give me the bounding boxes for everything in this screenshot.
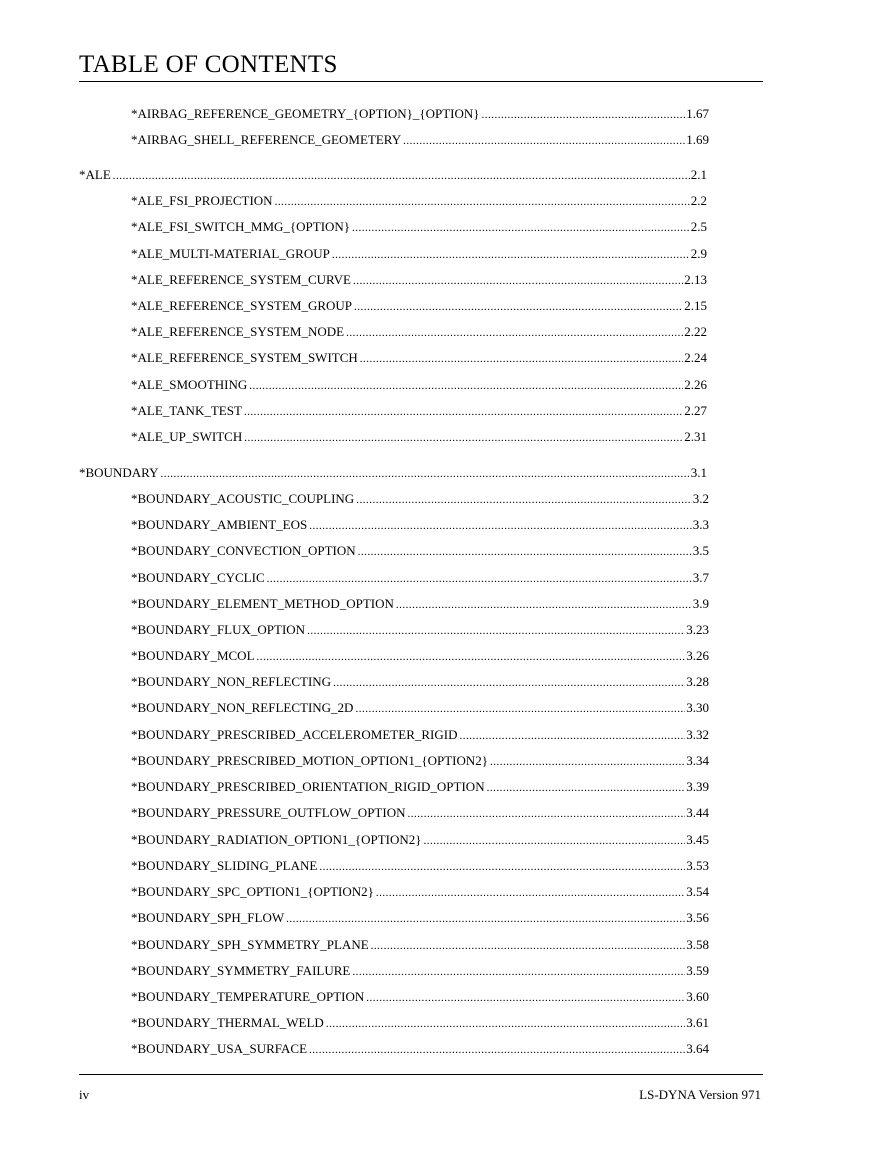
toc-entry[interactable] <box>131 219 707 235</box>
toc-entry[interactable] <box>131 246 707 262</box>
dot-leader <box>319 859 685 875</box>
toc-entry[interactable] <box>131 596 709 612</box>
toc-entry-page: 3.58 <box>686 937 709 952</box>
toc-entry[interactable] <box>131 517 709 533</box>
toc-entry-title: *BOUNDARY_RADIATION_OPTION1_{OPTION2} <box>131 832 422 847</box>
dot-leader <box>257 649 686 665</box>
toc-entry-page: 3.30 <box>686 700 709 715</box>
toc-entry[interactable] <box>131 648 709 664</box>
toc-entry-page: 3.53 <box>686 858 709 873</box>
toc-entry-title: *ALE_REFERENCE_SYSTEM_CURVE <box>131 272 351 287</box>
toc-entry-title: *BOUNDARY_NON_REFLECTING_2D <box>131 700 354 715</box>
toc-entry-title: *BOUNDARY_THERMAL_WELD <box>131 1015 324 1030</box>
toc-entry[interactable] <box>131 491 709 507</box>
dot-leader <box>356 492 692 508</box>
toc-entry[interactable] <box>131 674 709 690</box>
toc-entry-title: *ALE_UP_SWITCH <box>131 429 243 444</box>
toc-entry-page: 3.23 <box>686 622 709 637</box>
dot-leader <box>360 351 683 367</box>
toc-entry-title: *ALE <box>79 167 111 182</box>
toc-entry-title: *BOUNDARY_USA_SURFACE <box>131 1041 308 1056</box>
dot-leader <box>355 701 685 717</box>
dot-leader <box>352 964 685 980</box>
dot-leader <box>249 378 683 394</box>
dot-leader <box>307 623 685 639</box>
toc-entry-title: *BOUNDARY_PRESCRIBED_ACCELEROMETER_RIGID <box>131 727 458 742</box>
page-title: TABLE OF CONTENTS <box>79 51 338 78</box>
toc-entry[interactable] <box>131 193 707 209</box>
footer-page-number: iv <box>79 1087 90 1102</box>
toc-entry-title: *BOUNDARY_PRESCRIBED_MOTION_OPTION1_{OPTION2} <box>131 753 488 768</box>
dot-leader <box>352 220 690 236</box>
toc-entry[interactable] <box>131 570 709 586</box>
toc-entry-page: 2.24 <box>684 350 707 365</box>
dot-leader <box>309 1042 685 1058</box>
toc-entry[interactable] <box>131 350 707 366</box>
toc-entry-page: 2.9 <box>690 246 707 261</box>
toc-entry-title: *BOUNDARY_PRESCRIBED_ORIENTATION_RIGID_OPTION <box>131 779 485 794</box>
dot-leader <box>244 430 683 446</box>
toc-entry-page: 2.31 <box>684 429 707 444</box>
toc-entry-title: *BOUNDARY_AMBIENT_EOS <box>131 517 308 532</box>
toc-entry-page: 3.32 <box>686 727 709 742</box>
dot-leader <box>354 299 683 315</box>
toc-entry-page: 3.45 <box>686 832 709 847</box>
toc-entry-page: 3.44 <box>686 805 709 820</box>
dot-leader <box>403 133 685 149</box>
dot-leader <box>366 990 685 1006</box>
footer-product-version: LS-DYNA Version 971 <box>639 1087 761 1102</box>
dot-leader <box>407 806 685 822</box>
toc-entry-title: *ALE_REFERENCE_SYSTEM_SWITCH <box>131 350 358 365</box>
dot-leader <box>309 518 692 534</box>
toc-entry-title: *ALE_REFERENCE_SYSTEM_NODE <box>131 324 345 339</box>
toc-entry-title: *ALE_TANK_TEST <box>131 403 242 418</box>
toc-entry[interactable] <box>131 132 709 148</box>
toc-entry[interactable] <box>131 106 709 122</box>
toc-entry[interactable] <box>131 910 709 926</box>
dot-leader <box>490 754 685 770</box>
toc-entry[interactable] <box>131 1041 709 1057</box>
toc-entry[interactable] <box>131 753 709 769</box>
toc-entry-title: *BOUNDARY_CONVECTION_OPTION <box>131 543 356 558</box>
toc-entry-title: *BOUNDARY_SYMMETRY_FAILURE <box>131 963 351 978</box>
toc-entry-page: 3.9 <box>692 596 709 611</box>
dot-leader <box>275 194 690 210</box>
toc-entry[interactable] <box>131 989 709 1005</box>
toc-entry[interactable] <box>131 429 707 445</box>
dot-leader <box>333 675 685 691</box>
dot-leader <box>346 325 683 341</box>
dot-leader <box>286 911 685 927</box>
toc-entry-title: *ALE_SMOOTHING <box>131 377 248 392</box>
toc-entry-title: *ALE_FSI_SWITCH_MMG_{OPTION} <box>131 219 351 234</box>
toc-entry[interactable] <box>131 272 707 288</box>
toc-entry[interactable] <box>131 324 707 340</box>
toc-entry[interactable] <box>131 403 707 419</box>
dot-leader <box>358 544 692 560</box>
toc-entry-page: 3.56 <box>686 910 709 925</box>
toc-entry-title: *BOUNDARY_SLIDING_PLANE <box>131 858 318 873</box>
toc-entry-page: 2.22 <box>684 324 707 339</box>
dot-leader <box>371 938 686 954</box>
toc-entry[interactable] <box>131 377 707 393</box>
toc-entry[interactable] <box>131 832 709 848</box>
dot-leader <box>353 273 683 289</box>
dot-leader <box>244 404 683 420</box>
toc-entry-page: 2.1 <box>690 167 707 182</box>
toc-entry[interactable] <box>131 1015 709 1031</box>
toc-entry-page: 3.7 <box>692 570 709 585</box>
dot-leader <box>424 833 686 849</box>
dot-leader <box>482 107 686 123</box>
toc-entry[interactable] <box>131 937 709 953</box>
toc-entry-page: 3.59 <box>686 963 709 978</box>
toc-entry-page: 1.67 <box>686 106 709 121</box>
toc-entry-page: 3.60 <box>686 989 709 1004</box>
toc-entry-page: 2.26 <box>684 377 707 392</box>
toc-entry-page: 3.26 <box>686 648 709 663</box>
toc-entry-title: *BOUNDARY_NON_REFLECTING <box>131 674 332 689</box>
toc-entry-title: *BOUNDARY_CYCLIC <box>131 570 265 585</box>
dot-leader <box>160 466 689 482</box>
toc-entry[interactable] <box>131 543 709 559</box>
toc-entry-title: *ALE_REFERENCE_SYSTEM_GROUP <box>131 298 353 313</box>
toc-entry-page: 3.3 <box>692 517 709 532</box>
toc-entry-page: 3.5 <box>692 543 709 558</box>
toc-entry-page: 3.54 <box>686 884 709 899</box>
toc-entry-title: *BOUNDARY_ELEMENT_METHOD_OPTION <box>131 596 394 611</box>
toc-entry[interactable] <box>131 805 709 821</box>
toc-entry-title: *ALE_FSI_PROJECTION <box>131 193 273 208</box>
toc-entry-page: 2.15 <box>684 298 707 313</box>
toc-entry-page: 2.13 <box>684 272 707 287</box>
dot-leader <box>332 247 690 263</box>
dot-leader <box>459 728 685 744</box>
toc-entry-title: *BOUNDARY_FLUX_OPTION <box>131 622 306 637</box>
toc-entry-page: 3.64 <box>686 1041 709 1056</box>
toc-entry[interactable] <box>131 858 709 874</box>
toc-entry-title: *BOUNDARY_SPC_OPTION1_{OPTION2} <box>131 884 374 899</box>
toc-entry-title: *BOUNDARY_PRESSURE_OUTFLOW_OPTION <box>131 805 406 820</box>
toc-entry-title: *BOUNDARY <box>79 465 159 480</box>
toc-entry-page: 3.2 <box>692 491 709 506</box>
toc-entry-page: 3.61 <box>686 1015 709 1030</box>
toc-entry-title: *BOUNDARY_SPH_FLOW <box>131 910 285 925</box>
toc-entry[interactable] <box>131 779 709 795</box>
toc-entry[interactable] <box>131 700 709 716</box>
dot-leader <box>113 168 690 184</box>
toc-entry-title: *BOUNDARY_ACOUSTIC_COUPLING <box>131 491 355 506</box>
dot-leader <box>396 597 692 613</box>
toc-entry-title: *ALE_MULTI-MATERIAL_GROUP <box>131 246 330 261</box>
toc-entry-title: *AIRBAG_REFERENCE_GEOMETRY_{OPTION}_{OPTION} <box>131 106 480 121</box>
dot-leader <box>326 1016 685 1032</box>
toc-entry-page: 2.2 <box>690 193 707 208</box>
toc-entry[interactable] <box>131 884 709 900</box>
dot-leader <box>487 780 686 796</box>
dot-leader <box>267 571 692 587</box>
toc-section-entry[interactable] <box>79 167 707 183</box>
footer-rule <box>79 1074 763 1075</box>
toc-section-entry[interactable] <box>79 465 707 481</box>
toc-entry-title: *BOUNDARY_SPH_SYMMETRY_PLANE <box>131 937 369 952</box>
toc-entry-page: 2.5 <box>690 219 707 234</box>
toc-entry[interactable] <box>131 298 707 314</box>
toc-entry-page: 3.1 <box>690 465 707 480</box>
toc-entry[interactable] <box>131 622 709 638</box>
toc-entry-page: 2.27 <box>684 403 707 418</box>
toc-entry-title: *BOUNDARY_TEMPERATURE_OPTION <box>131 989 365 1004</box>
toc-entry-page: 3.28 <box>686 674 709 689</box>
toc-entry-title: *BOUNDARY_MCOL <box>131 648 255 663</box>
toc-entry[interactable] <box>131 963 709 979</box>
toc-entry-page: 3.34 <box>686 753 709 768</box>
toc-entry-page: 1.69 <box>686 132 709 147</box>
toc-entry-title: *AIRBAG_SHELL_REFERENCE_GEOMETERY <box>131 132 402 147</box>
toc-entry-page: 3.39 <box>686 779 709 794</box>
dot-leader <box>376 885 685 901</box>
toc-entry[interactable] <box>131 727 709 743</box>
